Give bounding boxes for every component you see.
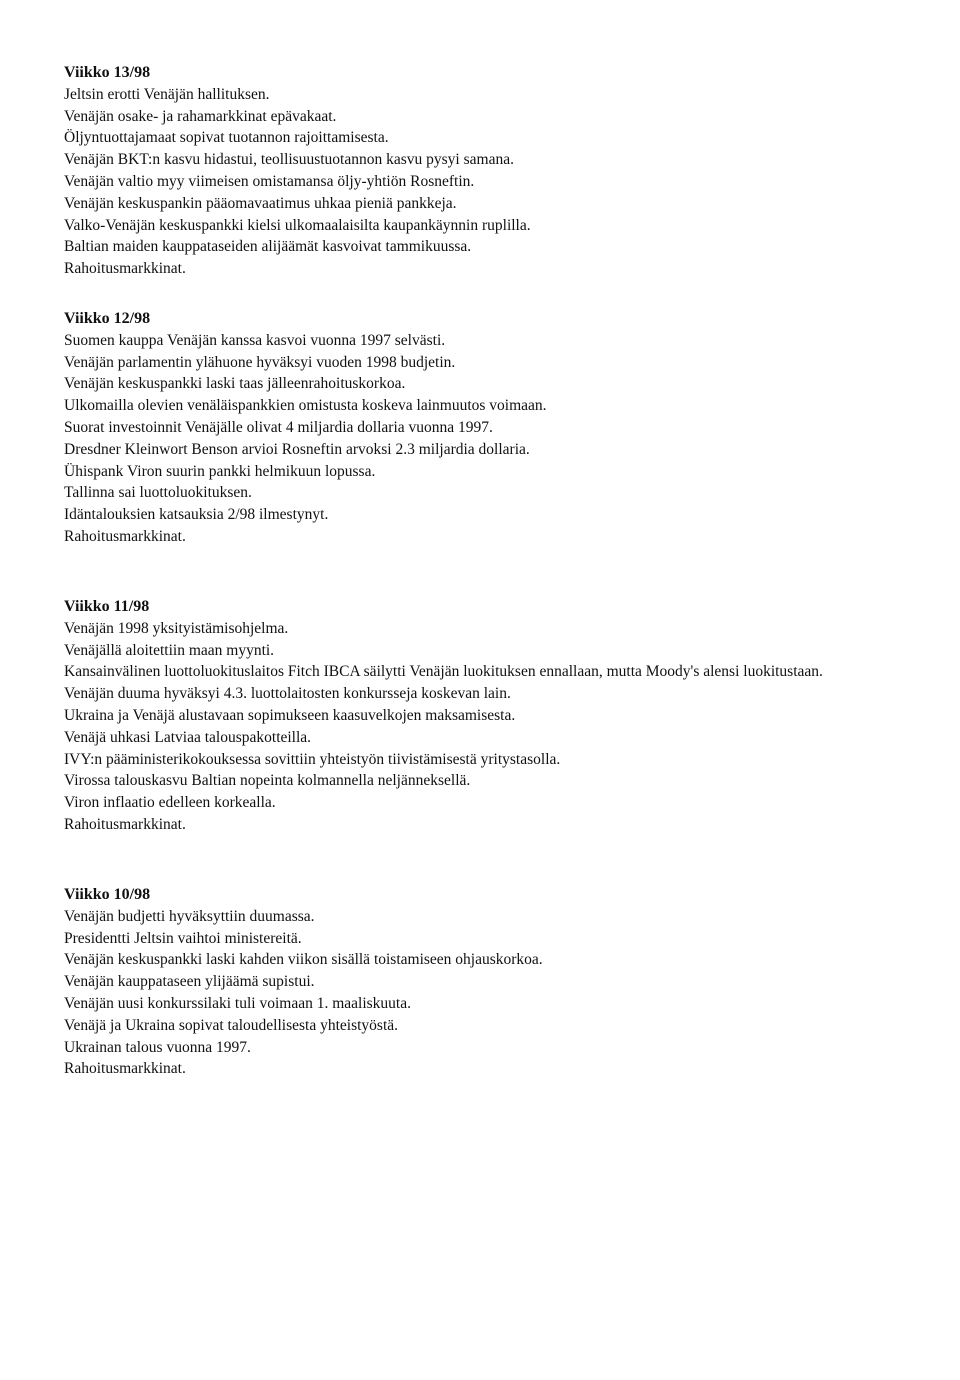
news-item: Venäjän BKT:n kasvu hidastui, teollisuustuotannon kasvu pysyi samana. bbox=[64, 151, 514, 169]
news-item: Suorat investoinnit Venäjälle olivat 4 miljardia dollaria vuonna 1997. bbox=[64, 418, 493, 436]
news-item: Venäjän 1998 yksityistämisohjelma. bbox=[64, 619, 289, 637]
news-item: Venäjän osake- ja rahamarkkinat epävakaat. bbox=[64, 107, 337, 125]
section-heading: Viikko 13/98 bbox=[64, 64, 151, 81]
news-item: Ühispank Viron suurin pankki helmikuun lopussa. bbox=[64, 462, 376, 480]
news-item: Venäjän keskuspankki laski kahden viikon sisällä toistamiseen ohjauskorkoa. bbox=[64, 951, 543, 969]
news-item: Venäjän duuma hyväksyi 4.3. luottolaitosten konkursseja koskevan lain. bbox=[64, 685, 511, 703]
week-section-10-98 bbox=[64, 884, 924, 1080]
news-item: Rahoitusmarkkinat. bbox=[64, 815, 186, 833]
news-item: IVY:n pääministerikokouksessa sovittiin yhteistyön tiivistämisestä yritystasolla. bbox=[64, 750, 561, 768]
news-item: Ukrainan talous vuonna 1997. bbox=[64, 1038, 251, 1056]
news-item: Idäntalouksien katsauksia 2/98 ilmestynyt. bbox=[64, 506, 329, 524]
news-list bbox=[64, 330, 924, 548]
section-heading: Viikko 10/98 bbox=[64, 886, 151, 903]
news-item: Ulkomailla olevien venäläispankkien omistusta koskeva lainmuutos voimaan. bbox=[64, 397, 547, 415]
news-item: Ukraina ja Venäjä alustavaan sopimukseen kaasuvelkojen maksamisesta. bbox=[64, 706, 516, 724]
news-item: Viron inflaatio edelleen korkealla. bbox=[64, 794, 276, 812]
news-item: Valko-Venäjän keskuspankki kielsi ulkomaalaisilta kaupankäynnin ruplilla. bbox=[64, 216, 531, 234]
news-item: Venäjän keskuspankki laski taas jälleenrahoituskorkoa. bbox=[64, 375, 406, 393]
news-item: Kansainvälinen luottoluokituslaitos Fitch IBCA säilytti Venäjän luokituksen ennallaan, mutta Moody's alensi luokitustaan. bbox=[64, 663, 823, 681]
news-item: Dresdner Kleinwort Benson arvioi Rosneftin arvoksi 2.3 miljardia dollaria. bbox=[64, 440, 530, 458]
news-item: Venäjällä aloitettiin maan myynti. bbox=[64, 641, 275, 659]
news-item: Presidentti Jeltsin vaihtoi ministereitä. bbox=[64, 929, 302, 947]
news-item: Venäjän budjetti hyväksyttiin duumassa. bbox=[64, 907, 315, 925]
news-item: Venäjän kauppataseen ylijäämä supistui. bbox=[64, 973, 315, 991]
section-heading: Viikko 12/98 bbox=[64, 310, 151, 327]
news-item: Virossa talouskasvu Baltian nopeinta kolmannella neljänneksellä. bbox=[64, 772, 471, 790]
news-item: Jeltsin erotti Venäjän hallituksen. bbox=[64, 85, 270, 103]
news-item: Rahoitusmarkkinat. bbox=[64, 260, 186, 278]
news-item: Rahoitusmarkkinat. bbox=[64, 527, 186, 545]
news-item: Tallinna sai luottoluokituksen. bbox=[64, 484, 252, 502]
news-item: Venäjän valtio myy viimeisen omistamansa öljy-yhtiön Rosneftin. bbox=[64, 172, 475, 190]
section-heading: Viikko 11/98 bbox=[64, 598, 150, 615]
week-section-12-98 bbox=[64, 308, 924, 548]
news-item: Öljyntuottajamaat sopivat tuotannon rajoittamisesta. bbox=[64, 129, 389, 147]
news-item: Suomen kauppa Venäjän kanssa kasvoi vuonna 1997 selvästi. bbox=[64, 331, 446, 349]
news-item: Venäjän uusi konkurssilaki tuli voimaan 1. maaliskuuta. bbox=[64, 994, 411, 1012]
news-item: Venäjän keskuspankin pääomavaatimus uhkaa pieniä pankkeja. bbox=[64, 194, 457, 212]
week-section-13-98 bbox=[64, 62, 924, 280]
news-list bbox=[64, 84, 924, 280]
news-item: Rahoitusmarkkinat. bbox=[64, 1060, 186, 1078]
news-item: Baltian maiden kauppataseiden alijäämät kasvoivat tammikuussa. bbox=[64, 238, 472, 256]
news-list bbox=[64, 618, 924, 836]
week-section-11-98 bbox=[64, 596, 924, 836]
news-list bbox=[64, 906, 924, 1080]
news-item: Venäjä ja Ukraina sopivat taloudellisesta yhteistyöstä. bbox=[64, 1016, 399, 1034]
news-item: Venäjän parlamentin ylähuone hyväksyi vuoden 1998 budjetin. bbox=[64, 353, 456, 371]
news-item: Venäjä uhkasi Latviaa talouspakotteilla. bbox=[64, 728, 312, 746]
